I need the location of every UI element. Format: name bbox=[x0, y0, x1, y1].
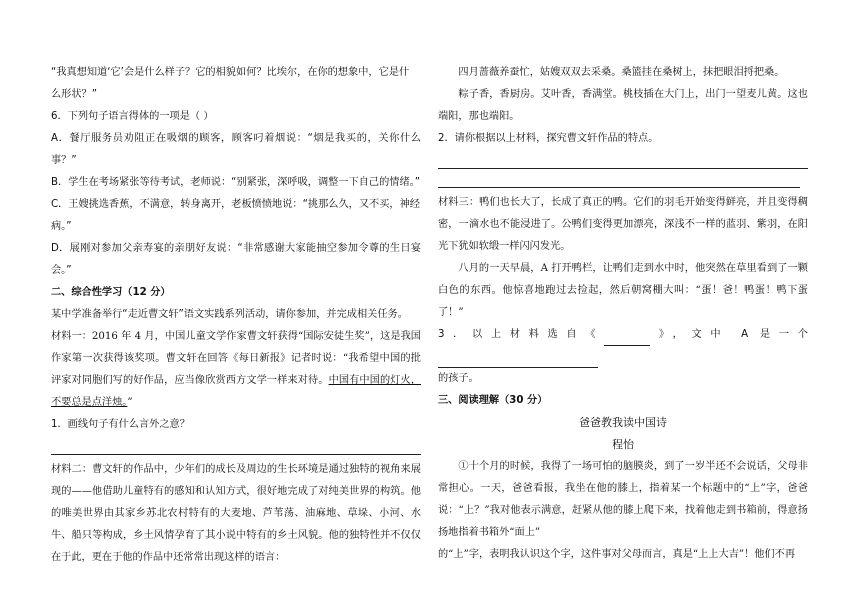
section-2-intro: 某中学准备举行“走近曹文轩”语文实践系列活动，请你参加，并完成相关任务。 bbox=[51, 309, 408, 320]
essay-paragraph-2-start: 的“上”字，表明我认识这个字，这件事对父母而言，真是“上上大吉”！他们不再 bbox=[438, 549, 796, 560]
material-3-continued: 八月的一天早晨，A 打开鸭栏，让鸭们走到水中时，他突然在草里看到了一颗白色的东西。他惊喜地跑过去捡起，然后朝窝棚大叫：“蛋！爸！鸭蛋！鸭下蛋了！” bbox=[438, 263, 808, 318]
right-column bbox=[438, 62, 808, 566]
question-6-stem: 6．下列句子语言得体的一项是（ ） bbox=[51, 111, 214, 122]
section-3-heading: 三、阅读理解（30 分） bbox=[438, 395, 548, 406]
question-1-stem: 1．画线句子有什么言外之意？ bbox=[51, 419, 190, 430]
book-title-blank[interactable] bbox=[604, 331, 650, 346]
character-blank[interactable] bbox=[438, 353, 598, 368]
material-1-underlined-sentence: 中国有中国的灯火，不要总是点洋烛。 bbox=[51, 375, 422, 408]
material-1-close-quote: ” bbox=[127, 397, 133, 408]
question-2-stem: 2．请你根据以上材料，探究曹文轩作品的特点。 bbox=[438, 133, 659, 144]
question-6-option-c-line-1: C．王嫂挑选香蕉，不满意，转身离开，老板愤愤地说：“挑那么久，又不买，神经 bbox=[51, 199, 420, 210]
answer-line-1[interactable] bbox=[51, 442, 421, 455]
material-3: 材料三：鸭们也长大了，长成了真正的鸭。它们的羽毛开始变得鲜亮，并且变得稠密，一滴水也不能浸进了。公鸭们变得更加漂亮，深浅不一样的蓝羽、紫羽，在阳光下犹如软缎一样闪闪发光。 bbox=[438, 197, 808, 252]
question-6-option-b: B．学生在考场紧张等待考试，老师说：“别紧张，深呼吸，调整一下自己的情绪。” bbox=[51, 177, 421, 188]
question-6-option-d: D．展刚对参加父亲寿宴的亲朋好友说：“非常感谢大家能抽空参加令尊的生日宴会。” bbox=[51, 243, 421, 276]
material-2: 材料二：曹文轩的作品中，少年们的成长及周边的生长环境是通过独特的视角来展现的——他借助儿童特有的感知和认知方式，很好地完成了对纯美世界的构筑。他的唯美世界由其家乡苏北农村特有的大麦地、芦苇荡、油麻地、草垛、小河、水牛、船只等构成，乡土风情孕育了其小说中特有的乡土风貌。他的独特性并不仅仅在于此，更在于他的作品中还常常出现这样的语言： bbox=[51, 464, 421, 563]
question-3-text-start: 3．以上材料选自《 bbox=[438, 329, 605, 340]
essay-paragraph-1: ①十个月的时候，我得了一场可怕的脑膜炎，到了一岁半还不会说话，父母非常担心。一天，爸爸看报，我坐在他的膝上，指着某一个标题中的“上”字，爸爸说：“上？”我对他表示满意，赶紧从他的膝上爬下来，找着他走到书箱前，得意扬扬地指着书箱外“面上” bbox=[438, 461, 808, 538]
answer-line-2b[interactable] bbox=[438, 175, 800, 188]
question-3 bbox=[438, 324, 808, 368]
poem-line-1: 四月蔷薇养蚕忙，姑嫂双双去采桑。桑篮挂在桑树上，抹把眼泪捋把桑。 bbox=[458, 67, 785, 78]
quote-line-2: 么形状？” bbox=[51, 89, 98, 100]
answer-line-2a[interactable] bbox=[438, 156, 808, 169]
question-3-text-middle: 》，文中 A 是一个 bbox=[650, 329, 808, 340]
essay-author: 程怡 bbox=[612, 438, 634, 451]
question-6-option-a: A．餐厅服务员劝阻正在吸烟的顾客，顾客叼着烟说：“烟是我买的，关你什么事？” bbox=[51, 133, 421, 166]
quote-line-1: “我真想知道‘它’会是什么样子？它的相貌如何？比埃尔，在你的想象中，它是什 bbox=[51, 67, 410, 78]
section-2-heading: 二、综合性学习（12 分） bbox=[51, 287, 171, 298]
left-column bbox=[51, 62, 421, 569]
poem-line-2: 粽子香，香厨房。艾叶香，香满堂。桃枝插在大门上，出门一望麦儿黄。这也端阳，那也端阳。 bbox=[438, 89, 808, 122]
question-3-end: 的孩子。 bbox=[438, 373, 479, 384]
material-1 bbox=[51, 326, 421, 414]
question-6-option-c-line-2: 病。” bbox=[51, 221, 72, 232]
essay-title: 爸爸教我读中国诗 bbox=[579, 416, 667, 429]
material-1-text: 材料一：2016 年 4 月，中国儿童文学作家曹文轩获得“国际安徒生奖”，这是我国作家第一次获得该奖项。曹文轩在回答《每日新报》记者时说：“我希望中国的批评家对同胞们写的好作品，应当像欣赏西方文学一样来对待。 bbox=[51, 331, 421, 386]
